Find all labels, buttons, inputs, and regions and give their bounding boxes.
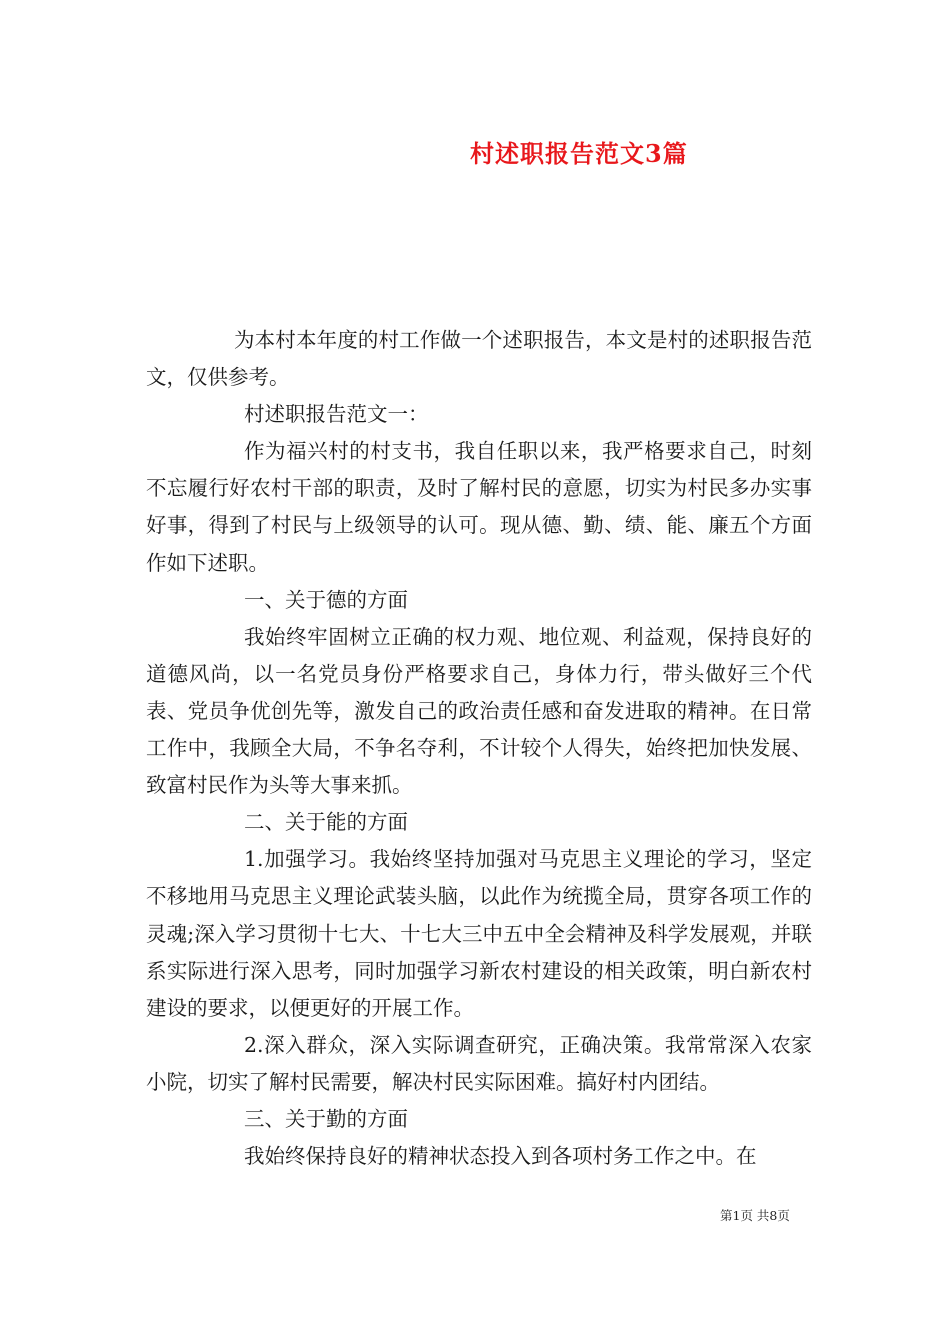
body-paragraph: 作为福兴村的村支书，我自任职以来，我严格要求自己，时刻不忘履行好农村干部的职责，及时了解村民的意愿，切实为村民多办实事好事，得到了村民与上级领导的认可。现从德、勤、绩、能、廉五个方面作如下述职。 (146, 439, 812, 575)
section-heading-ability: 二、关于能的方面 (244, 810, 408, 835)
document-title: 村述职报告范文3篇 (470, 139, 688, 168)
body-paragraph: 我始终保持良好的精神状态投入到各项村务工作之中。在 (244, 1144, 757, 1169)
body-paragraph: 我始终牢固树立正确的权力观、地位观、利益观，保持良好的道德风尚，以一名党员身份严格要求自己，身体力行，带头做好三个代表、党员争优创先等，激发自己的政治责任感和奋发进取的精神。在日常工作中，我顾全大局，不争名夺利，不计较个人得失，始终把加快发展、致富村民作为头等大事来抓。 (146, 624, 812, 798)
section-heading-virtue: 一、关于德的方面 (244, 587, 408, 612)
body-paragraph: 2.深入群众，深入实际调查研究，正确决策。我常常深入农家小院，切实了解村民需要，解决村民实际困难。搞好村内团结。 (146, 1032, 812, 1094)
page-number-footer: 第1页 共8页 (720, 1208, 790, 1223)
intro-paragraph: 为本村本年度的村工作做一个述职报告，本文是村的述职报告范文，仅供参考。 (146, 328, 812, 390)
document-body (146, 322, 812, 1175)
section-heading-diligence: 三、关于勤的方面 (244, 1106, 408, 1131)
section-heading-sample-one: 村述职报告范文一： (244, 402, 429, 427)
body-paragraph: 1.加强学习。我始终坚持加强对马克思主义理论的学习，坚定不移地用马克思主义理论武装头脑，以此作为统揽全局，贯穿各项工作的灵魂;深入学习贯彻十七大、十七大三中五中全会精神及科学发展观，并联系实际进行深入思考，同时加强学习新农村建设的相关政策，明白新农村建设的要求，以便更好的开展工作。 (146, 847, 812, 1020)
